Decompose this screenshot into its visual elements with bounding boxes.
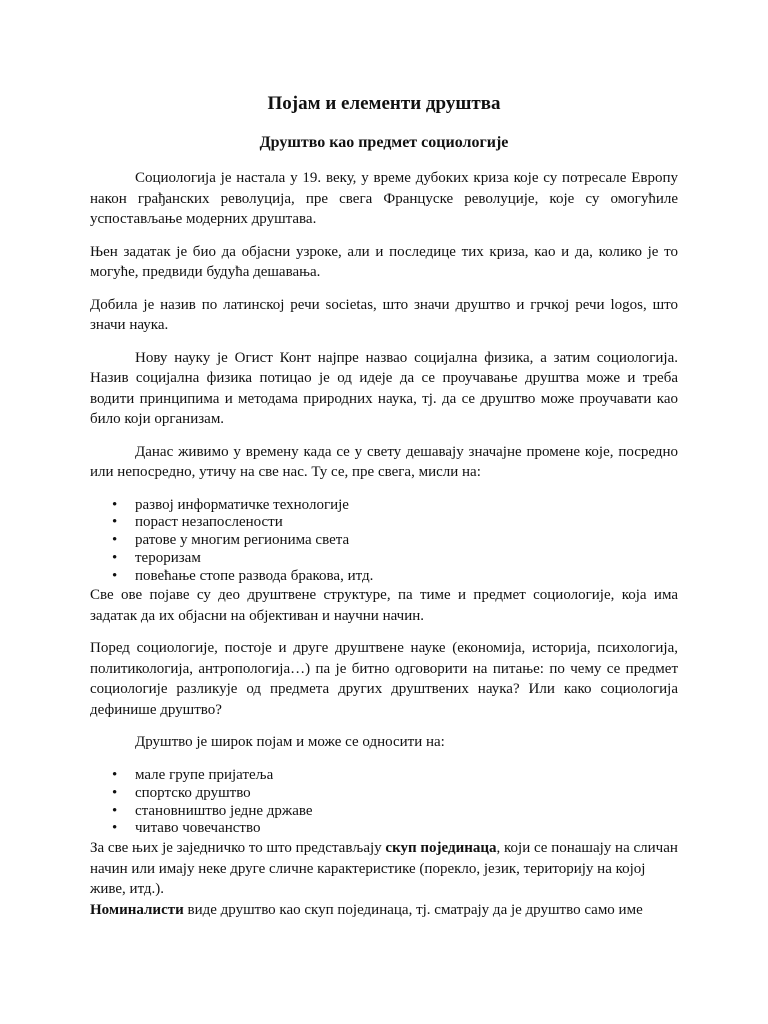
text-run: , који се понашају на сличан начин или имају неке друге сличне карактеристике (порекло, језик, територију на којој живе, итд.).: [90, 840, 678, 898]
paragraph-structure: Све ове појаве су део друштвене структуре, па тиме и предмет социологије, која има задатак да их објасни на објективан и научни начин.: [90, 587, 678, 624]
list-item: • пораст незапослености: [135, 514, 678, 532]
paragraph-other-sciences: Поред социологије, постоје и друге друштвене науке (економија, историја, психологија, политикологија, антропологија…) па је битно одговорити на питање: по чему се предмет социологије разликује од предмета других друштвених наука? Или како социологија дефинише друштво?: [90, 640, 678, 718]
paragraph-common: [90, 838, 678, 900]
paragraph-comte: Нову науку је Огист Конт најпре назвао социјална физика, а затим социологија. Назив социјална физика потицао је од идеје да се проучавање друштва може и треба водити принципима и методама природних наука, тј. да се друштво може проучавати као било који организам.: [90, 349, 678, 427]
paragraph-task: Њен задатак је био да објасни узроке, али и последице тих криза, као и да, колико је то могуће, предвиди будућа дешавања.: [90, 243, 678, 280]
paragraph-nominalists: [90, 900, 678, 921]
list-item: • читаво човечанство: [135, 820, 678, 838]
list-item: • мале групе пријатеља: [135, 767, 678, 785]
paragraph-name: Добила је назив по латинској речи societas, што значи друштво и грчкој речи logos, што значи наука.: [90, 296, 678, 333]
bold-term: Номиналисти: [90, 901, 184, 918]
section-heading: Друштво као предмет социологије: [259, 134, 509, 151]
list-item: • повећање стопе развода бракова, итд.: [135, 568, 678, 586]
bold-term: скуп појединаца: [385, 840, 497, 857]
paragraph-changes: Данас живимо у времену када се у свету дешавају значајне промене које, посредно или непосредно, утичу на све нас. Ту се, пре свега, мисли на:: [90, 443, 678, 480]
list-item: • тероризам: [135, 550, 678, 568]
paragraph-origin: Социологија је настала у 19. веку, у време дубоких криза које су потресале Европу након грађанских револуција, пре свега Француске револуције, које су омогућиле успостављање модерних друштава.: [90, 170, 678, 227]
page-title: Појам и елементи друштва: [267, 93, 501, 114]
paragraph-society-concept: Друштво је широк појам и може се односити на:: [135, 734, 445, 751]
text-run: виде друштво као скуп појединаца, тј. сматрају да је друштво само име: [183, 901, 643, 918]
list-item: • становништво једне државе: [135, 803, 678, 821]
list-item: • развој информатичке технологије: [135, 497, 678, 515]
list-item: • ратове у многим регионима света: [135, 532, 678, 550]
list-item: • спортско друштво: [135, 785, 678, 803]
society-list: [90, 767, 678, 838]
text-run: За све њих је заједничко то што представљају: [90, 840, 386, 857]
changes-list: [90, 497, 678, 586]
